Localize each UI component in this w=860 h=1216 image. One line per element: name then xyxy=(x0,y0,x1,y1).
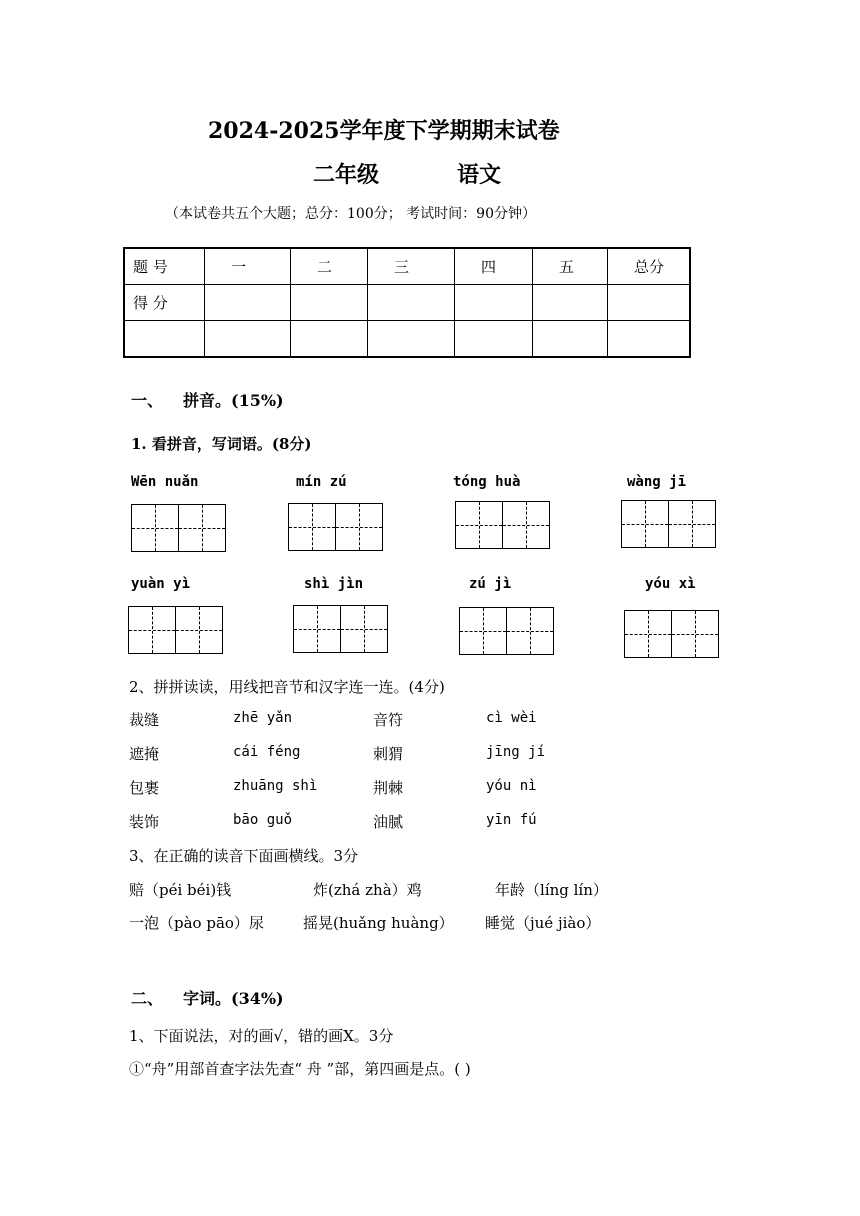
match-pinyin: zhuāng shì xyxy=(233,778,318,794)
question-2-1-item: ①“舟”用部首查字法先查“ 舟 ”部，第四画是点。( ) xyxy=(129,1060,471,1078)
table-cell[interactable] xyxy=(291,285,368,321)
question-1-3: 3、在正确的读音下面画横线。3分 xyxy=(129,847,359,865)
reading-choice: 一泡（pào pāo）尿 xyxy=(129,914,264,932)
writing-grid[interactable] xyxy=(459,607,554,655)
question-1-1: 1. 看拼音，写词语。(8分) xyxy=(131,435,312,453)
writing-grid[interactable] xyxy=(293,605,388,653)
table-cell: 二 xyxy=(291,248,368,285)
grid-cell[interactable] xyxy=(178,504,226,552)
table-cell[interactable] xyxy=(455,321,533,358)
grade-label: 二年级 xyxy=(313,162,380,188)
table-cell: 题 号 xyxy=(124,248,205,285)
writing-grid[interactable] xyxy=(131,504,226,552)
grid-cell[interactable] xyxy=(624,610,672,658)
grid-cell[interactable] xyxy=(668,500,716,548)
grid-cell[interactable] xyxy=(621,500,669,548)
table-cell: 总分 xyxy=(608,248,691,285)
table-cell[interactable] xyxy=(368,285,455,321)
table-cell[interactable] xyxy=(124,321,205,358)
match-pinyin: zhē yǎn xyxy=(233,710,293,726)
grid-cell[interactable] xyxy=(502,501,550,549)
table-cell[interactable] xyxy=(368,321,455,358)
table-cell: 五 xyxy=(533,248,608,285)
table-cell: 得 分 xyxy=(124,285,205,321)
question-2-1: 1、下面说法，对的画√，错的画X。3分 xyxy=(129,1027,394,1045)
grid-cell[interactable] xyxy=(459,607,507,655)
table-cell: 三 xyxy=(368,248,455,285)
writing-grid[interactable] xyxy=(624,610,719,658)
pinyin-label: wàng jī xyxy=(627,474,687,490)
match-word: 油腻 xyxy=(373,813,404,831)
writing-grid[interactable] xyxy=(128,606,223,654)
table-cell[interactable] xyxy=(205,321,291,358)
pinyin-label: mín zú xyxy=(296,474,347,490)
table-cell[interactable] xyxy=(608,285,691,321)
table-cell: 一 xyxy=(205,248,291,285)
table-cell[interactable] xyxy=(533,321,608,358)
match-pinyin: jīng jí xyxy=(486,744,546,760)
table-cell[interactable] xyxy=(455,285,533,321)
reading-choice: 睡觉（jué jiào） xyxy=(485,914,601,932)
table-cell[interactable] xyxy=(533,285,608,321)
match-pinyin: yóu nì xyxy=(486,778,537,794)
writing-grid[interactable] xyxy=(621,500,716,548)
exam-note: （本试卷共五个大题；总分：100分； 考试时间：90分钟） xyxy=(165,206,536,222)
grid-cell[interactable] xyxy=(131,504,179,552)
score-table-header-row xyxy=(124,248,690,285)
score-table xyxy=(123,247,691,358)
grid-cell[interactable] xyxy=(340,605,388,653)
match-pinyin: cì wèi xyxy=(486,710,537,726)
match-word: 包裹 xyxy=(129,779,160,797)
pinyin-label: Wēn nuǎn xyxy=(131,474,199,490)
exam-title: 2024-2025学年度下学期期末试卷 xyxy=(208,118,560,144)
grid-cell[interactable] xyxy=(335,503,383,551)
writing-grid[interactable] xyxy=(455,501,550,549)
grid-cell[interactable] xyxy=(175,606,223,654)
writing-grid[interactable] xyxy=(288,503,383,551)
grid-cell[interactable] xyxy=(671,610,719,658)
match-pinyin: yīn fú xyxy=(486,812,537,828)
grid-cell[interactable] xyxy=(455,501,503,549)
match-word: 遮掩 xyxy=(129,745,160,763)
match-word: 刺猬 xyxy=(373,745,404,763)
pinyin-label: yóu xì xyxy=(645,576,696,592)
reading-choice: 赔（péi béi)钱 xyxy=(129,881,232,899)
table-cell: 四 xyxy=(455,248,533,285)
table-cell[interactable] xyxy=(291,321,368,358)
section2-heading: 字词。(34%) xyxy=(183,989,284,1008)
table-cell[interactable] xyxy=(205,285,291,321)
pinyin-label: shì jìn xyxy=(304,576,364,592)
match-pinyin: bāo guǒ xyxy=(233,812,293,828)
pinyin-label: zú jì xyxy=(469,576,512,592)
reading-choice: 炸(zhá zhà）鸡 xyxy=(313,881,422,899)
subject-label: 语文 xyxy=(457,162,502,188)
grid-cell[interactable] xyxy=(288,503,336,551)
pinyin-label: yuàn yì xyxy=(131,576,191,592)
pinyin-label: tóng huà xyxy=(453,474,521,490)
match-word: 荆棘 xyxy=(373,779,404,797)
question-1-2: 2、拼拼读读，用线把音节和汉字连一连。(4分) xyxy=(129,678,445,696)
match-word: 音符 xyxy=(373,711,404,729)
grid-cell[interactable] xyxy=(506,607,554,655)
grid-cell[interactable] xyxy=(128,606,176,654)
section2-number: 二、 xyxy=(131,989,164,1008)
score-table-blank-row xyxy=(124,321,690,358)
reading-choice: 年龄（líng lín） xyxy=(495,881,608,899)
grid-cell[interactable] xyxy=(293,605,341,653)
score-table-score-row xyxy=(124,285,690,321)
section1-heading: 拼音。(15%) xyxy=(183,391,284,410)
section1-number: 一、 xyxy=(131,391,164,410)
match-word: 裁缝 xyxy=(129,711,160,729)
match-word: 装饰 xyxy=(129,813,160,831)
match-pinyin: cái féng xyxy=(233,744,301,760)
reading-choice: 摇晃(huǎng huàng） xyxy=(303,914,454,932)
table-cell[interactable] xyxy=(608,321,691,358)
